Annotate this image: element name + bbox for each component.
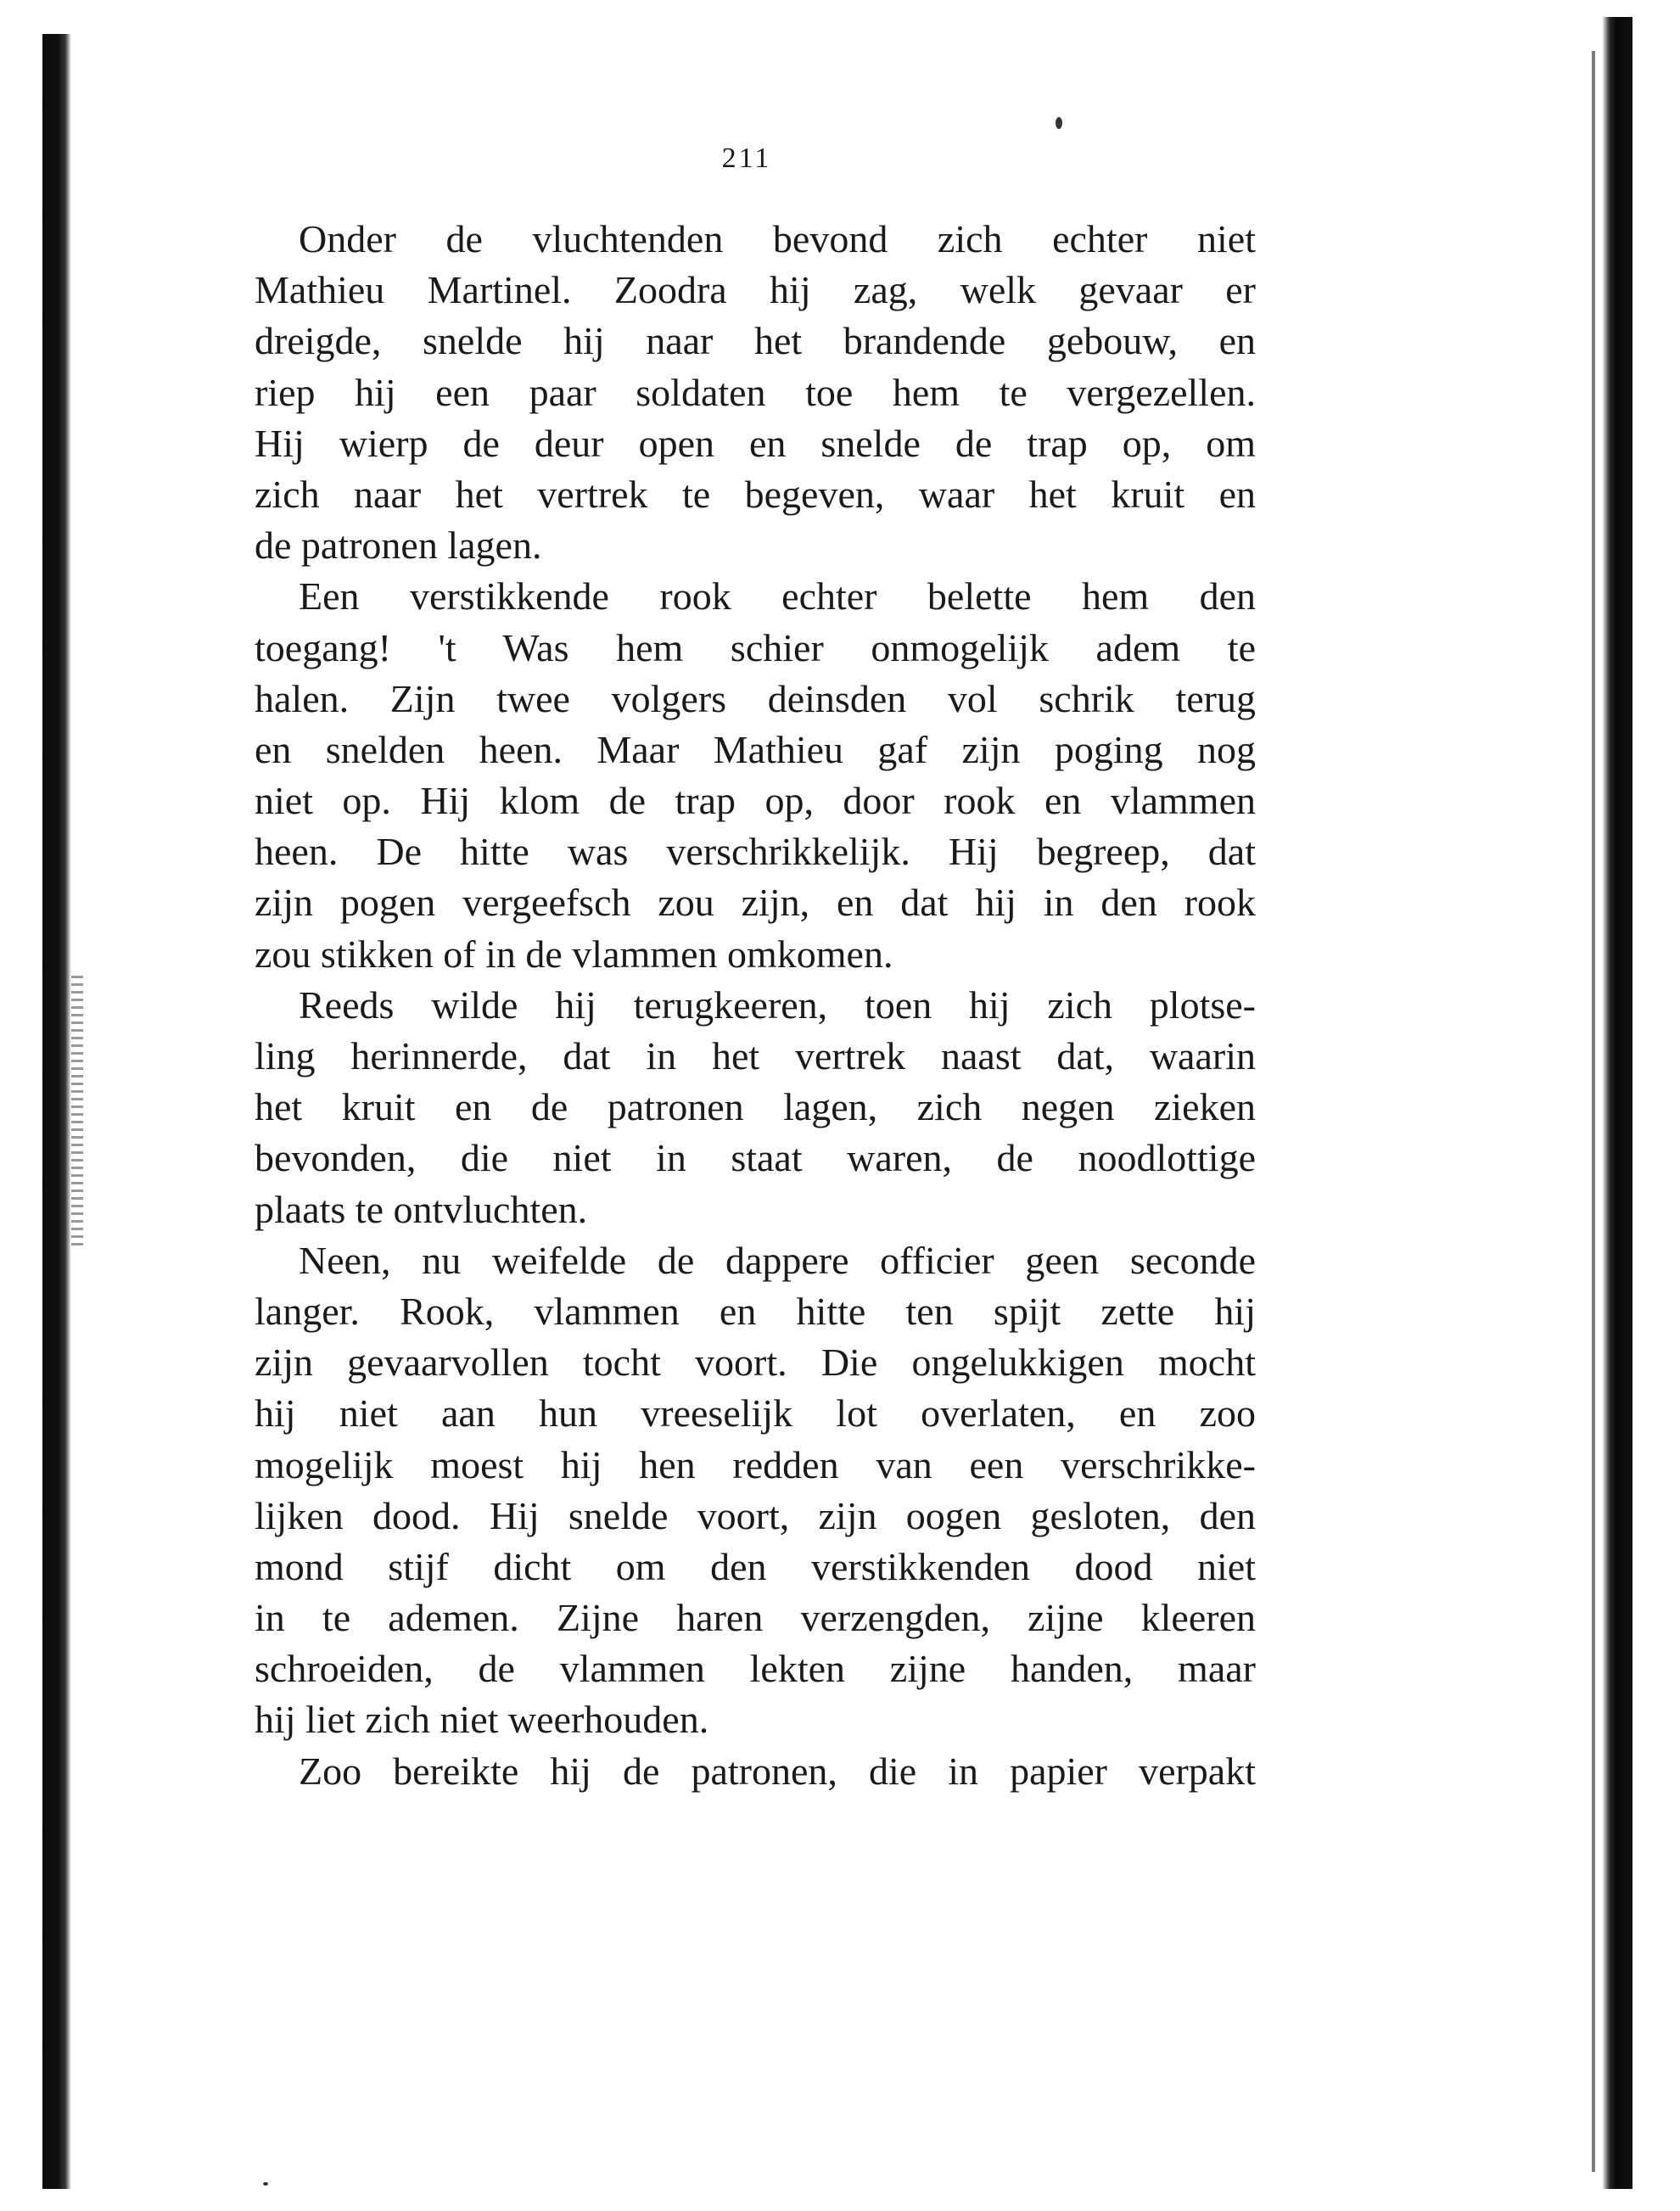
text-line: bevonden, die niet in staat waren, de noodlottige (255, 1136, 1256, 1180)
text-line: Zoo bereikte hij de patronen, die in papier verpakt (299, 1749, 1256, 1793)
text-line: hij liet zich niet weerhouden. (255, 1698, 709, 1742)
text-line: Mathieu Martinel. Zoodra hij zag, welk gevaar er (255, 268, 1256, 312)
left-edge-shadow (71, 976, 83, 1247)
text-line: lijken dood. Hij snelde voort, zijn oogen gesloten, den (255, 1493, 1256, 1537)
text-line: hij niet aan hun vreeselijk lot overlaten, en zoo (255, 1391, 1256, 1436)
left-binding-edge (42, 34, 71, 2189)
text-line: Neen, nu weifelde de dappere officier geen seconde (299, 1238, 1256, 1282)
text-line: toegang! 't Was hem schier onmogelijk adem te (255, 625, 1256, 669)
paragraph (255, 571, 1256, 980)
text-line: Hij wierp de deur open en snelde de trap op, om (255, 421, 1256, 465)
text-line: zou stikken of in de vlammen omkomen. (255, 932, 893, 976)
text-line: dreigde, snelde hij naar het brandende gebouw, en (255, 319, 1256, 363)
text-line: zijn gevaarvollen tocht voort. Die ongelukkigen mocht (255, 1341, 1256, 1385)
paragraph (255, 1746, 1256, 1797)
text-line: schroeiden, de vlammen lekten zijne handen, maar (255, 1647, 1256, 1691)
text-line: halen. Zijn twee volgers deinsden vol schrik terug (255, 676, 1256, 720)
ink-speck (263, 2182, 268, 2186)
text-line: de patronen lagen. (255, 523, 542, 568)
text-line: het kruit en de patronen lagen, zich negen zieken (255, 1085, 1256, 1129)
text-line: niet op. Hij klom de trap op, door rook en vlammen (255, 779, 1256, 823)
page-number: 211 (721, 143, 772, 174)
text-line: riep hij een paar soldaten toe hem te vergezellen. (255, 370, 1256, 414)
right-edge-line (1592, 51, 1595, 2172)
text-line: ling herinnerde, dat in het vertrek naast dat, waarin (255, 1034, 1256, 1078)
text-line: langer. Rook, vlammen en hitte ten spijt zette hij (255, 1289, 1256, 1333)
paragraph (255, 980, 1256, 1235)
text-line: Onder de vluchtenden bevond zich echter niet (299, 217, 1256, 260)
text-line: in te ademen. Zijne haren verzengden, zijne kleeren (255, 1596, 1256, 1640)
right-binding-edge (1602, 17, 1632, 2189)
text-line: Een verstikkende rook echter belette hem den (299, 574, 1256, 619)
text-line: Reeds wilde hij terugkeeren, toen hij zich plotse- (299, 982, 1256, 1027)
text-line: zich naar het vertrek te begeven, waar het kruit en (255, 472, 1256, 516)
text-line: zijn pogen vergeefsch zou zijn, en dat hij in den rook (255, 881, 1256, 925)
ink-speck (1056, 117, 1062, 129)
text-line: heen. De hitte was verschrikkelijk. Hij begreep, dat (255, 830, 1256, 874)
text-line: mond stijf dicht om den verstikkenden dood niet (255, 1544, 1256, 1588)
text-line: plaats te ontvluchten. (255, 1187, 588, 1231)
text-line: en snelden heen. Maar Mathieu gaf zijn poging nog (255, 727, 1256, 771)
paragraph (255, 214, 1256, 571)
text-line: mogelijk moest hij hen redden van een verschrikke- (255, 1442, 1256, 1486)
paragraph (255, 1235, 1256, 1746)
body-text (255, 214, 1256, 1797)
